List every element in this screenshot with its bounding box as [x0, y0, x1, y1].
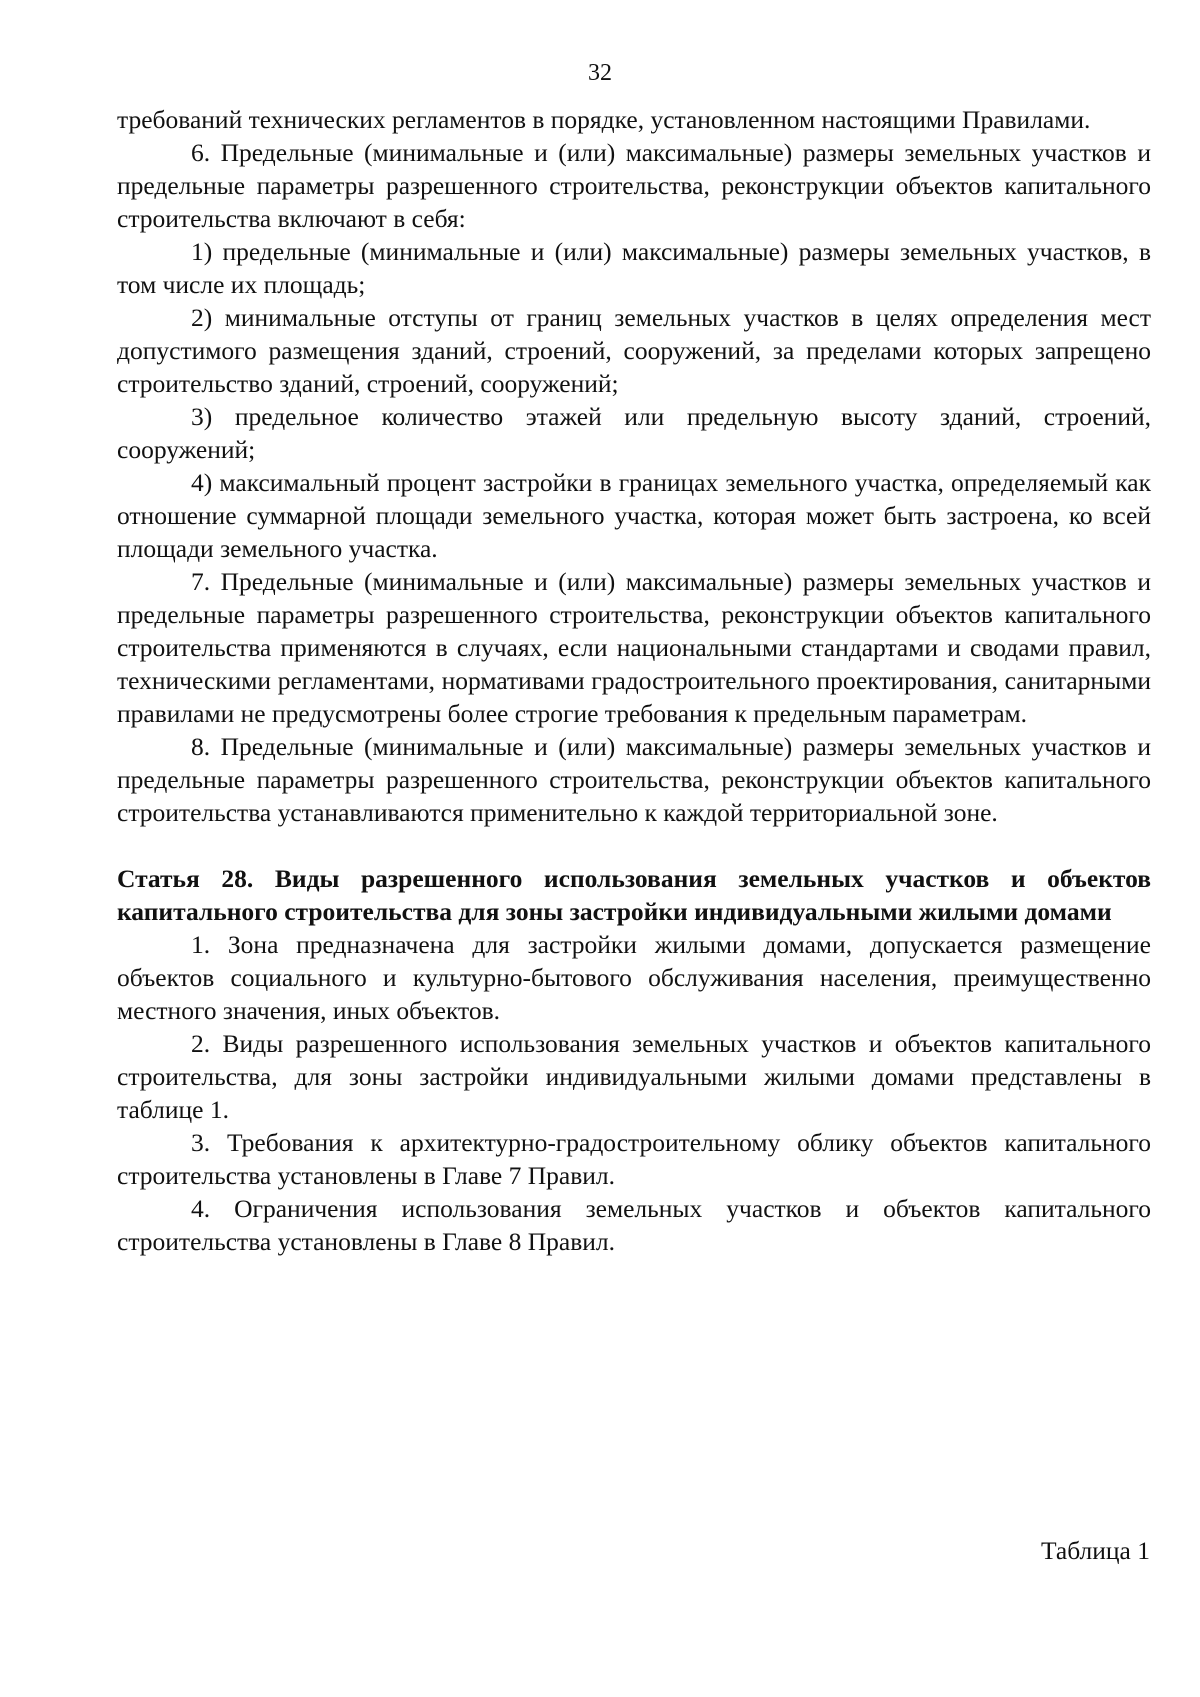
- list-item: 3) предельное количество этажей или предельную высоту зданий, строений, сооружений;: [117, 402, 1151, 464]
- table-label: Таблица 1: [1040, 1536, 1150, 1565]
- list-item: 1) предельные (минимальные и (или) максимальные) размеры земельных участков, в том числе их площадь;: [117, 237, 1151, 299]
- paragraph: 7. Предельные (минимальные и (или) максимальные) размеры земельных участков и предельные параметры разрешенного строительства, реконструкции объектов капитального строительства применяются в случаях, если национальными стандартами и сводами правил, техническими регламентами, нормативами градостроительного проектирования, санитарными правилами не предусмотрены более строгие требования к предельным параметрам.: [117, 567, 1151, 728]
- paragraph: 8. Предельные (минимальные и (или) максимальные) размеры земельных участков и предельные параметры разрешенного строительства, реконструкции объектов капитального строительства устанавливаются применительно к каждой территориальной зоне.: [117, 732, 1151, 827]
- paragraph: 1. Зона предназначена для застройки жилыми домами, допускается размещение объектов социального и культурно-бытового обслуживания населения, преимущественно местного значения, иных объектов.: [117, 930, 1151, 1025]
- list-item: 2) минимальные отступы от границ земельных участков в целях определения мест допустимого размещения зданий, строений, сооружений, за пределами которых запрещено строительство зданий, строений, сооружений;: [117, 303, 1151, 398]
- list-item: 4) максимальный процент застройки в границах земельного участка, определяемый как отношение суммарной площади земельного участка, которая может быть застроена, ко всей площади земельного участка.: [117, 468, 1151, 563]
- page-number: 32: [588, 60, 612, 86]
- paragraph: требований технических регламентов в порядке, установленном настоящими Правилами.: [117, 105, 1091, 134]
- document-body: [117, 103, 1151, 1258]
- paragraph: 6. Предельные (минимальные и (или) максимальные) размеры земельных участков и предельные параметры разрешенного строительства, реконструкции объектов капитального строительства включают в себя:: [117, 138, 1151, 233]
- paragraph: 3. Требования к архитектурно-градостроительному облику объектов капитального строительства установлены в Главе 7 Правил.: [117, 1128, 1151, 1190]
- paragraph: 4. Ограничения использования земельных участков и объектов капитального строительства установлены в Главе 8 Правил.: [117, 1194, 1151, 1256]
- paragraph: 2. Виды разрешенного использования земельных участков и объектов капитального строительства, для зоны застройки индивидуальными жилыми домами представлены в таблице 1.: [117, 1029, 1151, 1124]
- article-title: Статья 28. Виды разрешенного использования земельных участков и объектов капитального строительства для зоны застройки индивидуальными жилыми домами: [117, 864, 1151, 926]
